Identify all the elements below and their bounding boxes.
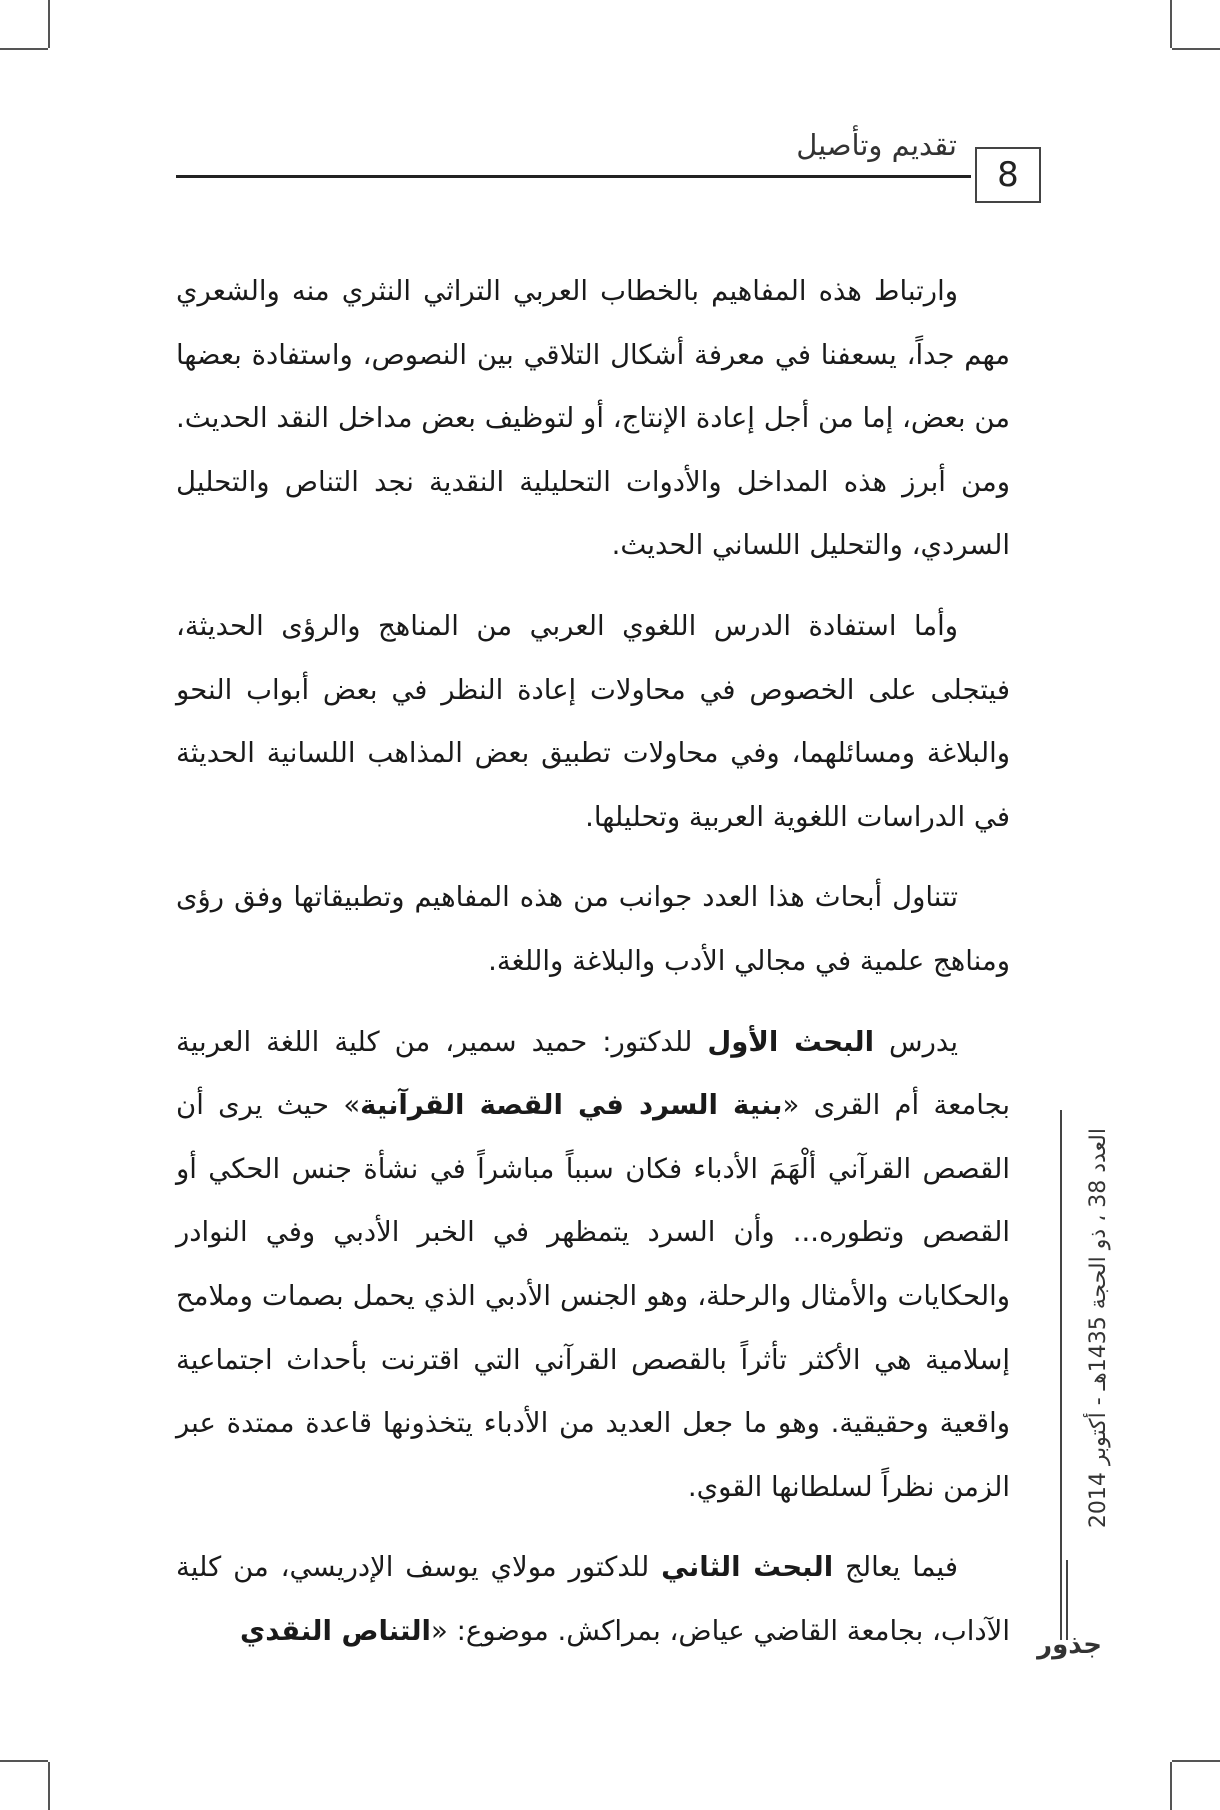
text-span: فيما يعالج: [833, 1551, 958, 1584]
paragraph: [176, 1011, 1010, 1520]
crop-mark: [1172, 1760, 1220, 1762]
text-span: يدرس: [874, 1025, 958, 1058]
text-span: » حيث يرى أن القصص القرآني ألْهَمَ الأدباء فكان سبباً مباشراً في نشأة جنس الحكي أو القصص وتطوره... وأن السرد يتمظهر في الخبر الأدبي وفي النوادر والحكايات والأمثال والرحلة، وهو الجنس الأدبي الذي يحمل بصمات وملامح إسلامية هي الأكثر تأثراً بالقصص القرآني التي اقترنت بأحداث اجتماعية واقعية وحقيقية. وهو ما جعل العديد من الأدباء يتخذونها قاعدة ممتدة عبر الزمن نظراً لسلطانها القوي.: [176, 1089, 1010, 1503]
bold-term: التناص النقدي: [240, 1614, 431, 1647]
crop-mark: [48, 1762, 50, 1810]
journal-logo: جذور: [1037, 1630, 1102, 1660]
crop-mark: [1170, 1762, 1172, 1810]
margin-rule: [1066, 1560, 1068, 1640]
text-span: للدكتور مولاي يوسف الإدريسي، من كلية الآداب، بجامعة القاضي عياض، بمراكش. موضوع: «: [176, 1551, 1010, 1647]
crop-mark: [0, 1760, 48, 1762]
paragraph: تتناول أبحاث هذا العدد جوانب من هذه المفاهيم وتطبيقاتها وفق رؤى ومناهج علمية في مجالي الأدب والبلاغة واللغة.: [176, 881, 1010, 977]
crop-mark: [1172, 48, 1220, 50]
bold-term: البحث الأول: [707, 1025, 875, 1058]
bold-term: البحث الثاني: [661, 1551, 834, 1584]
article-body: [176, 260, 1010, 1680]
paragraph: وأما استفادة الدرس اللغوي العربي من المناهج والرؤى الحديثة، فيتجلى على الخصوص في محاولات إعادة النظر في بعض أبواب النحو والبلاغة ومسائلهما، وفي محاولات تطبيق بعض المذاهب اللسانية الحديثة في الدراسات اللغوية العربية وتحليلها.: [176, 609, 1010, 833]
bold-term: بنية السرد في القصة القرآنية: [360, 1089, 783, 1122]
text-span: للدكتور: حميد سمير، من كلية اللغة العربية بجامعة أم القرى «: [176, 1025, 1010, 1122]
crop-mark: [48, 0, 50, 48]
crop-mark: [1170, 0, 1172, 48]
paragraph: وارتباط هذه المفاهيم بالخطاب العربي التراثي النثري منه والشعري مهم جداً، يسعفنا في معرفة أشكال التلاقي بين النصوص، واستفادة بعضها من بعض، إما من أجل إعادة الإنتاج، أو لتوظيف بعض مداخل النقد الحديث. ومن أبرز هذه المداخل والأدوات التحليلية النقدية نجد التناص والتحليل السردي، والتحليل اللساني الحديث.: [176, 275, 1010, 562]
issue-info: العدد 38 ، ذو الحجة 1435هـ - أكتوبر 2014: [1086, 1128, 1111, 1529]
section-title: تقديم وتأصيل: [796, 128, 957, 162]
page-number: 8: [975, 147, 1041, 203]
header-rule: [176, 175, 971, 178]
margin-rule: [1060, 1110, 1062, 1640]
paragraph: [176, 1536, 1010, 1663]
crop-mark: [0, 48, 48, 50]
